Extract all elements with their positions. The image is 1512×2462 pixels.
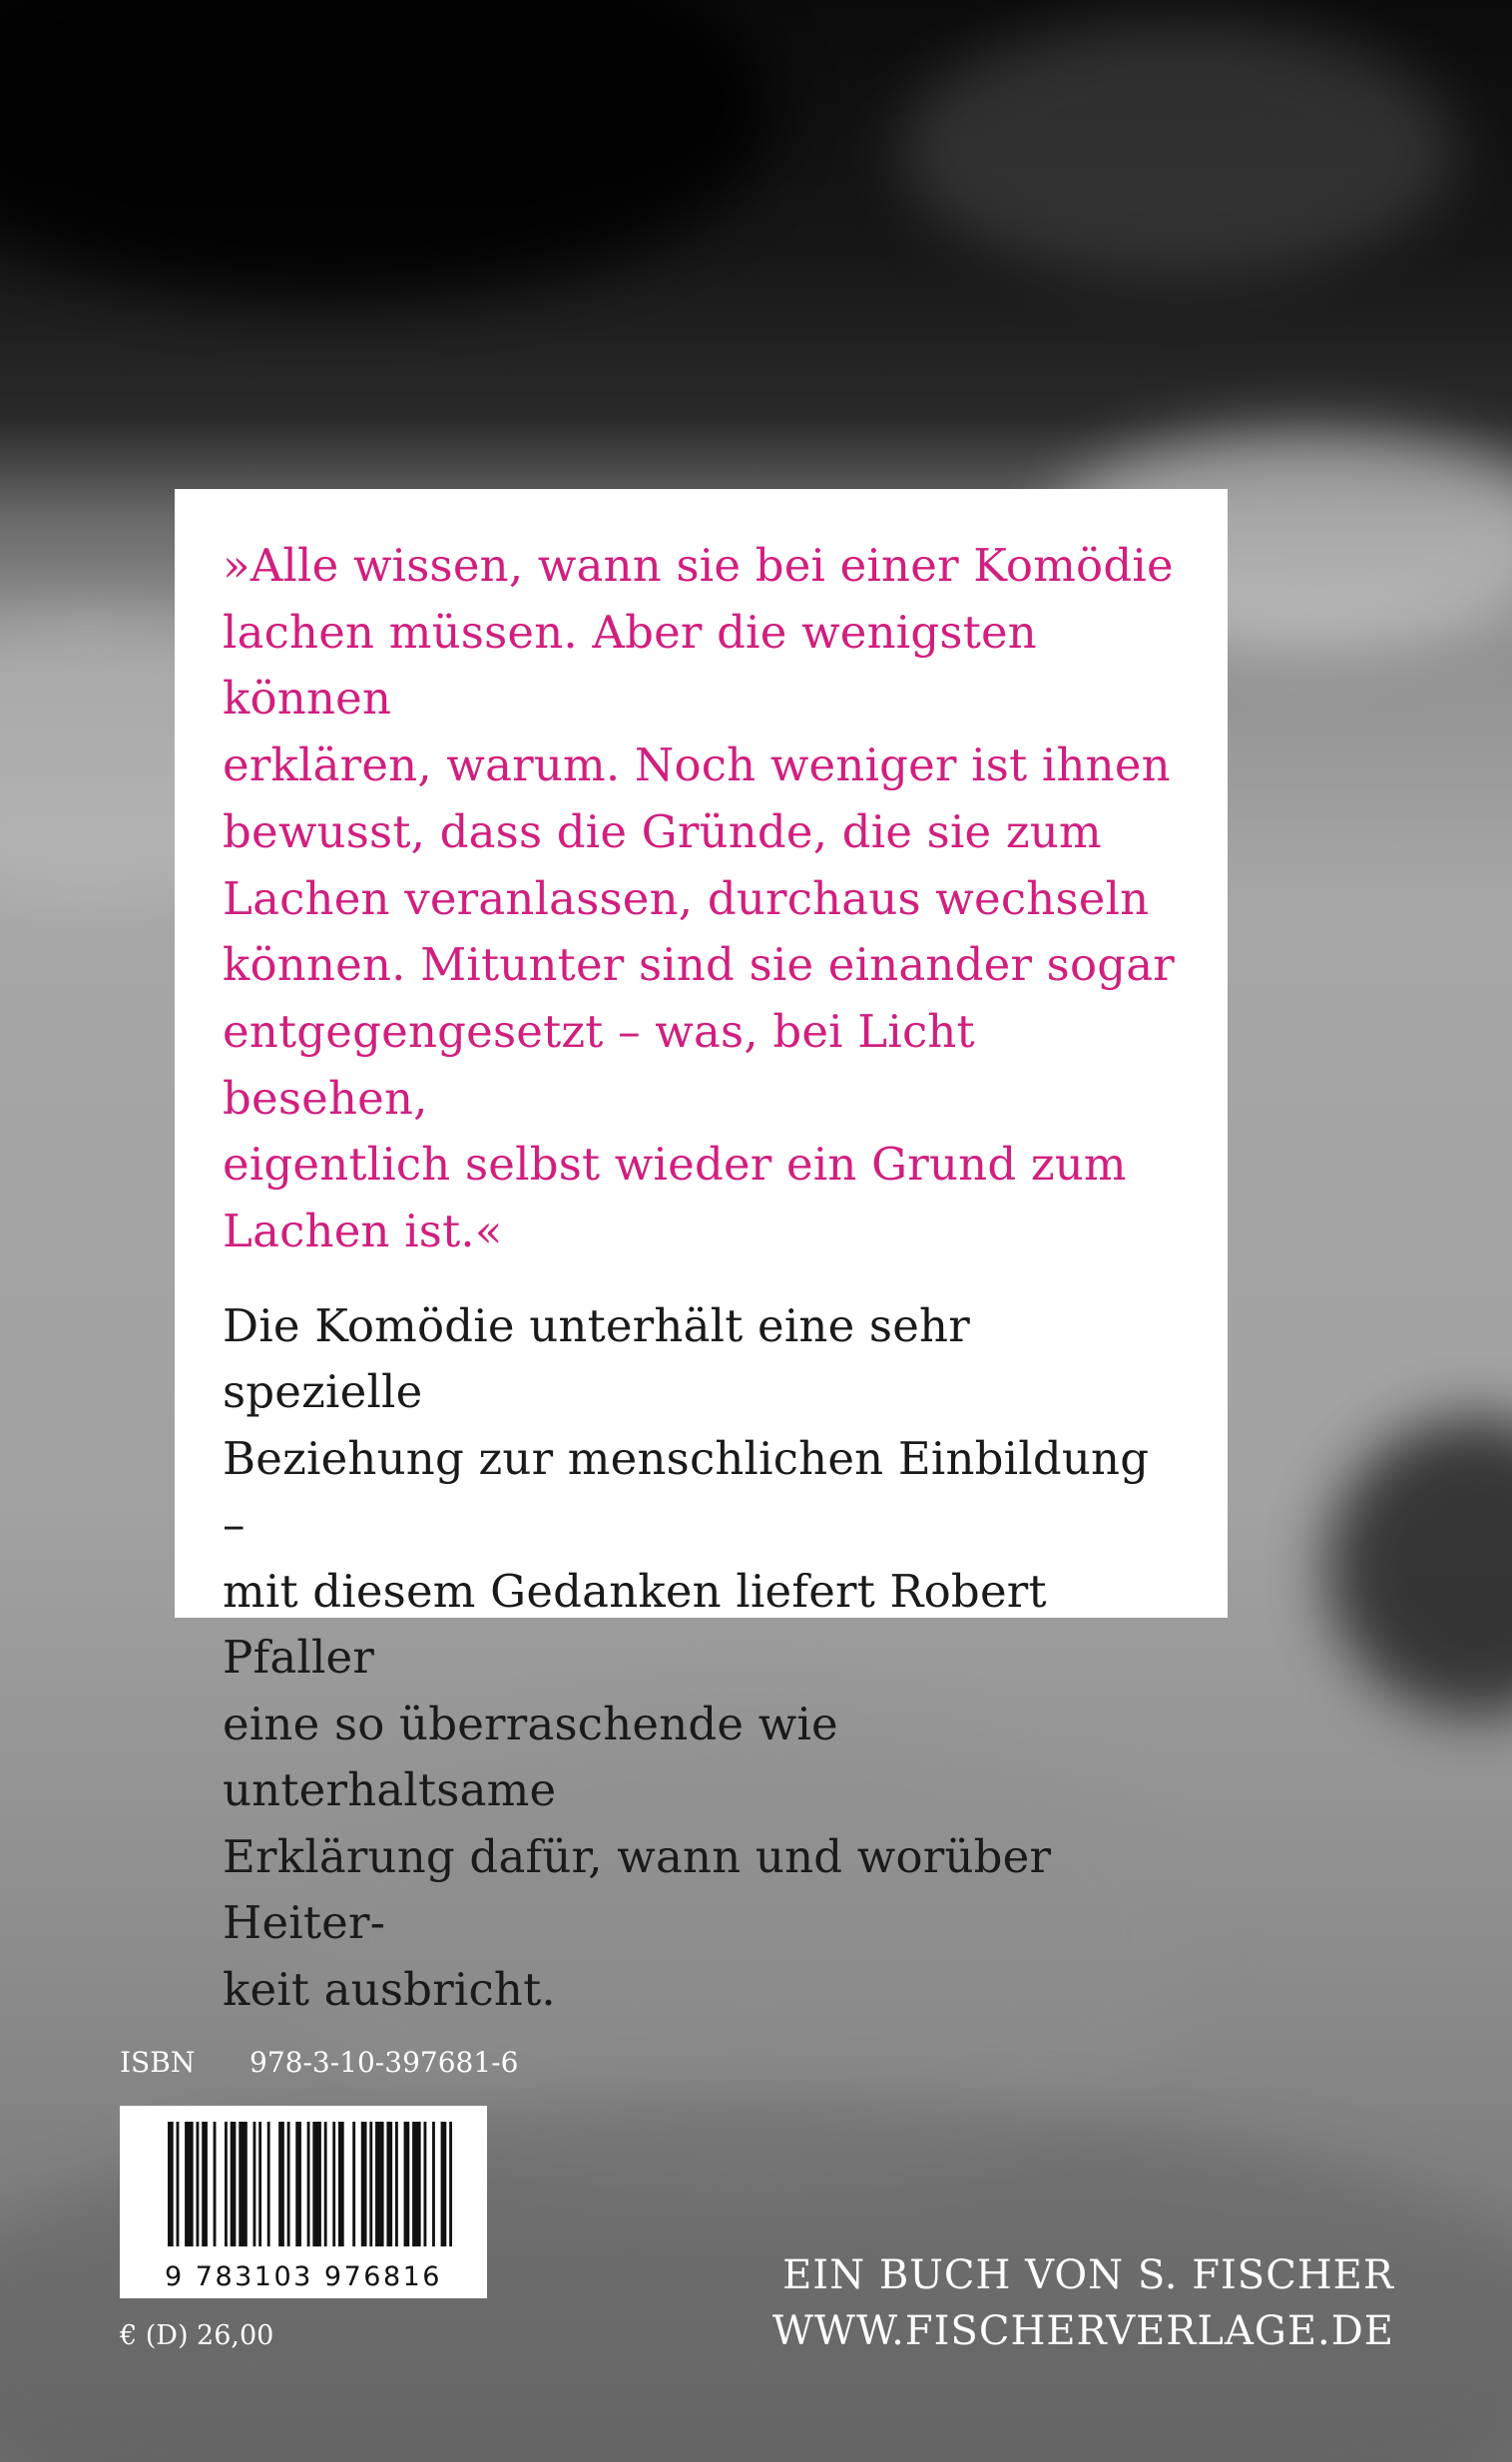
barcode-bar — [432, 2122, 435, 2246]
barcode-bar — [197, 2122, 200, 2246]
barcode-bar — [231, 2122, 237, 2246]
barcode-bar — [324, 2122, 327, 2246]
barcode-bar — [404, 2122, 410, 2246]
barcode-bar — [225, 2122, 228, 2246]
publisher-line: EIN BUCH VON S. FISCHER — [782, 2252, 1394, 2298]
barcode-bar — [214, 2122, 217, 2246]
barcode-bar — [338, 2122, 344, 2246]
barcode-bar — [185, 2122, 194, 2246]
isbn-number: 978-3-10-397681-6 — [250, 2046, 519, 2079]
barcode-bar — [441, 2122, 447, 2246]
barcode-bars — [120, 2106, 487, 2255]
barcode-digits: 9 783103 976816 — [165, 2261, 442, 2292]
barcode-bar — [361, 2122, 367, 2246]
barcode-bar — [267, 2122, 270, 2246]
barcode — [120, 2106, 487, 2298]
barcode-bar — [278, 2122, 284, 2246]
barcode-bar — [168, 2122, 174, 2246]
barcode-bar — [239, 2122, 248, 2246]
barcode-bar — [412, 2122, 421, 2246]
barcode-bar — [352, 2122, 355, 2246]
barcode-bar — [307, 2122, 310, 2246]
barcode-bar — [395, 2122, 398, 2246]
barcode-bar — [202, 2122, 208, 2246]
price: € (D) 26,00 — [120, 2320, 274, 2351]
quote-text: »Alle wissen, wann sie bei einer Komödie lachen müssen. Aber die wenigsten können erklären, warum. Noch weniger ist ihnen bewusst, dass die Gründe, die sie zum Lachen veranlassen, durchaus wechseln können. Mitunter sind sie einander sogar entgegengesetzt – was, bei Licht besehen, eigentlich selbst wieder ein Grund zum Lachen ist.« — [223, 539, 1175, 1258]
barcode-bar — [258, 2122, 261, 2246]
description-text: Die Komödie unterhält eine sehr spezielle Beziehung zur menschlichen Einbildung – mit diesem Gedanken liefert Robert Pfaller eine so überraschende wie unterhaltsame Erklärung dafür, wann und worüber Heiter- keit ausbricht. — [223, 1298, 1150, 2016]
barcode-bar — [287, 2122, 290, 2246]
barcode-bar — [177, 2122, 180, 2246]
barcode-bar — [375, 2122, 384, 2246]
isbn-label: ISBN — [120, 2046, 196, 2079]
blurb-box — [175, 489, 1228, 2016]
barcode-bar — [424, 2122, 427, 2246]
publisher-website: WWW.FISCHERVERLAGE.DE — [771, 2308, 1394, 2354]
barcode-bar — [332, 2122, 335, 2246]
isbn-line — [120, 2046, 518, 2079]
publisher-block — [772, 2247, 1394, 2359]
barcode-bar — [386, 2122, 392, 2246]
barcode-bar — [295, 2122, 301, 2246]
barcode-bar — [449, 2122, 452, 2246]
barcode-bar — [312, 2122, 321, 2246]
barcode-bar — [253, 2122, 256, 2246]
barcode-bar — [369, 2122, 372, 2246]
